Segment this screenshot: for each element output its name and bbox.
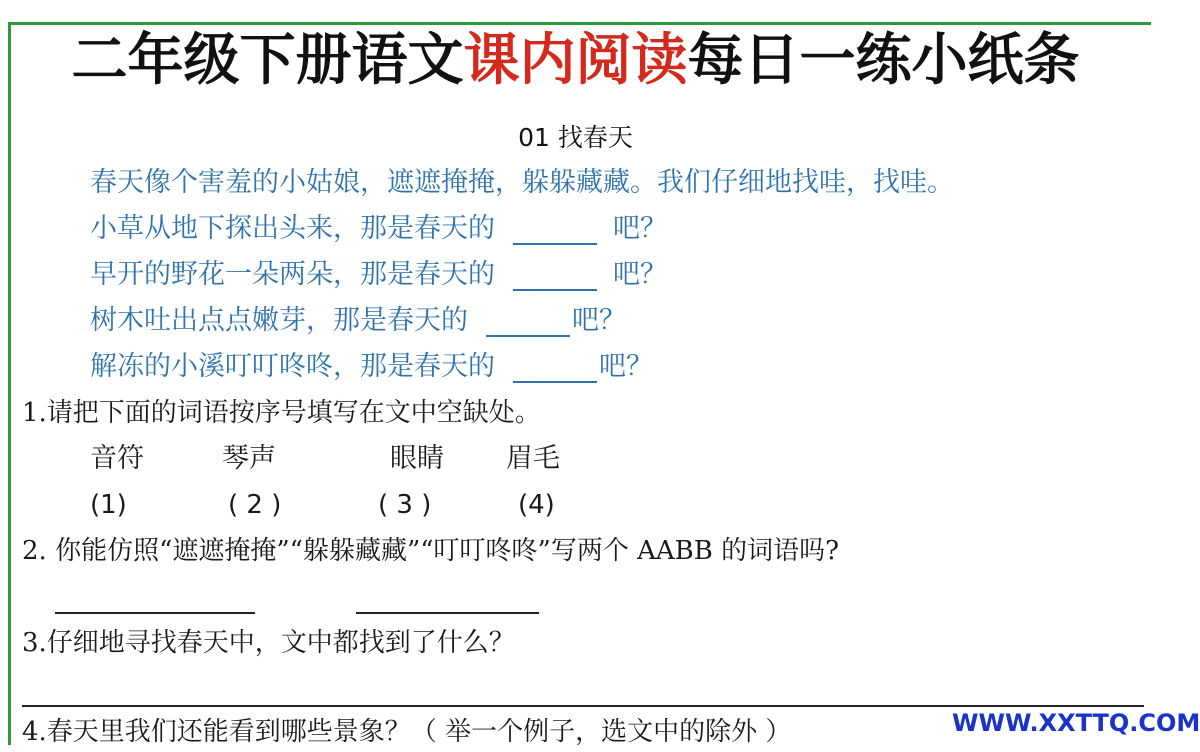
word-number-1: (1) xyxy=(90,490,127,520)
word-number-2: ( 2 ) xyxy=(228,490,282,520)
word-4: 眉毛 xyxy=(506,443,560,474)
word-2: 琴声 xyxy=(222,443,276,474)
question-3: 3.仔细地寻找春天中，文中都找到了什么？ xyxy=(22,628,515,658)
question-1: 1.请把下面的词语按序号填写在文中空缺处。 xyxy=(22,398,541,428)
title-part2: 每日一练小纸条 xyxy=(687,28,1080,93)
poem-line-4 xyxy=(90,301,626,341)
poem-line-5-end: 吧？ xyxy=(599,351,653,382)
poem-line-3 xyxy=(90,255,667,295)
poem-line-2-end: 吧？ xyxy=(613,213,667,244)
poem-line-4-text: 树木吐出点点嫩芽，那是春天的 xyxy=(90,305,468,336)
question-4: 4.春天里我们还能看到哪些景象？（ 举一个例子，选文中的除外 ） xyxy=(22,717,792,747)
page-title xyxy=(0,22,1151,100)
poem-line-5 xyxy=(90,347,653,387)
title-accent: 课内阅读 xyxy=(463,28,688,93)
word-1: 音符 xyxy=(90,443,144,474)
word-number-3: ( 3 ) xyxy=(378,490,432,520)
word-number-4: (4) xyxy=(518,490,555,520)
poem-line-3-text: 早开的野花一朵两朵，那是春天的 xyxy=(90,259,495,290)
fill-blank-3[interactable] xyxy=(486,305,570,337)
poem-line-5-text: 解冻的小溪叮叮咚咚，那是春天的 xyxy=(90,351,495,382)
question-2: 2. 你能仿照“遮遮掩掩”“躲躲藏藏”“叮叮咚咚”写两个 AABB 的词语吗? xyxy=(22,536,840,566)
poem-line-3-end: 吧？ xyxy=(613,259,667,290)
answer-line-3[interactable] xyxy=(22,705,1144,707)
fill-blank-2[interactable] xyxy=(513,259,597,291)
poem-line-2-text: 小草从地下探出头来，那是春天的 xyxy=(90,213,495,244)
poem-line-1: 春天像个害羞的小姑娘，遮遮掩掩，躲躲藏藏。我们仔细地找哇，找哇。 xyxy=(90,167,954,198)
poem-line-2 xyxy=(90,209,667,249)
answer-line-2[interactable] xyxy=(356,612,539,614)
title-part1: 二年级下册语文 xyxy=(71,28,464,93)
lesson-title: 01 找春天 xyxy=(518,123,633,152)
site-watermark: WWW.XXTTQ.COM xyxy=(952,709,1200,737)
poem-line-4-end: 吧？ xyxy=(572,305,626,336)
word-3: 眼睛 xyxy=(390,443,444,474)
fill-blank-4[interactable] xyxy=(513,351,597,383)
fill-blank-1[interactable] xyxy=(513,213,597,245)
answer-line-1[interactable] xyxy=(55,612,255,614)
